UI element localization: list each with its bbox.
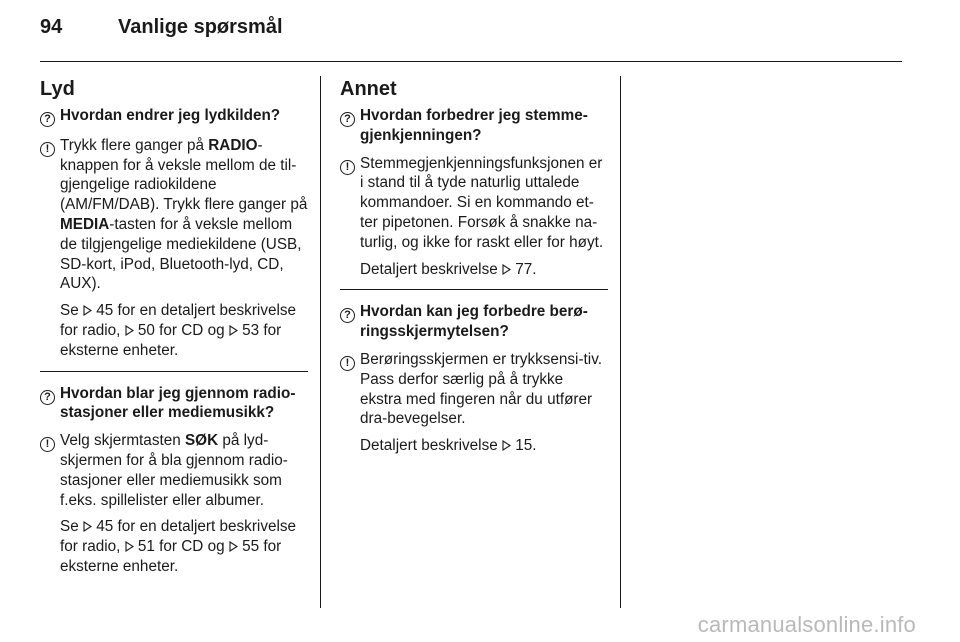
question-item xyxy=(40,106,308,128)
page-ref-link[interactable]: 15 xyxy=(515,437,533,455)
page-ref-link[interactable]: 51 xyxy=(137,538,155,556)
page-reference-icon xyxy=(502,440,511,451)
answer-icon: ! xyxy=(40,433,60,453)
page-ref-link[interactable]: 45 xyxy=(96,518,114,536)
question-icon: ? xyxy=(340,304,360,324)
key-radio: RADIO xyxy=(208,136,258,154)
block-separator xyxy=(340,289,608,290)
page-reference-icon xyxy=(229,541,238,552)
page-reference-icon xyxy=(83,305,92,316)
question-text: Hvordan forbedrer jeg stemme-gjenkjenningen? xyxy=(360,107,588,144)
page-header xyxy=(40,16,283,46)
section-title-annet: Annet xyxy=(340,78,397,100)
answer-text: Stemmegjenkjenningsfunksjonen er i stand til å tyde naturlig uttalede kommandoer. Si en kommando et-ter pipetonen. Forsøk å snakke na-turlig, og ikke for raskt eller for høyt. xyxy=(360,154,604,251)
page-ref-link[interactable]: 53 xyxy=(242,321,260,339)
question-icon: ? xyxy=(40,386,60,406)
page-ref-link[interactable]: 77 xyxy=(515,260,533,278)
page-reference-icon xyxy=(125,541,134,552)
page-reference-icon xyxy=(83,521,92,532)
answer-text: Berøringsskjermen er trykksensi-tiv. Pass derfor særlig på å trykke ekstra med fingeren når du utfører dra-bevegelser. xyxy=(360,350,602,428)
column-annet xyxy=(340,78,608,456)
question-icon: ? xyxy=(340,108,360,128)
page-ref-link[interactable]: 50 xyxy=(137,321,155,339)
block-separator xyxy=(40,371,308,372)
question-icon: ? xyxy=(40,108,60,128)
page-reference-icon xyxy=(502,264,511,275)
column-lyd xyxy=(40,78,308,577)
watermark-text: carmanualsonline.info xyxy=(697,612,916,637)
key-sok: SØK xyxy=(184,432,219,450)
page-reference-icon xyxy=(125,325,134,336)
answer-item xyxy=(340,154,608,253)
answer-item xyxy=(40,431,308,510)
page-title: Vanlige spørsmål xyxy=(118,16,283,38)
section-title-lyd: Lyd xyxy=(40,78,75,100)
page-ref-link[interactable]: 45 xyxy=(96,302,114,320)
answer-text: Velg skjermtasten SØK på lyd-skjermen for å bla gjennom radio-stasjoner eller mediemusikk som f.eks. spillelister eller albumer. xyxy=(60,432,288,509)
answer-icon: ! xyxy=(340,156,360,176)
question-text: Hvordan blar jeg gjennom radio-stasjoner eller mediemusikk? xyxy=(60,384,296,422)
question-text: Hvordan endrer jeg lydkilden? xyxy=(60,107,281,124)
question-text: Hvordan kan jeg forbedre berø-ringsskjermytelsen? xyxy=(360,303,588,341)
page-number: 94 xyxy=(40,16,63,38)
answer-icon: ! xyxy=(40,138,60,158)
question-item xyxy=(340,106,608,146)
reference-note: Se 45 for en detaljert beskrivelse for radio, 50 for CD og 53 for eksterne enheter. xyxy=(60,302,297,359)
reference-note: Detaljert beskrivelse 77. xyxy=(360,260,537,278)
answer-text: Trykk flere ganger på RADIO-knappen for å veksle mellom de til-gjengelige radiokildene (AM/FM/DAB). Trykk flere ganger på MEDIA-tasten for å veksle mellom de tilgjengelige mediekildene (USB, SD-kort, iPod, Bluetooth-lyd, CD, AUX). xyxy=(60,136,308,293)
reference-note: Detaljert beskrivelse 15. xyxy=(360,437,537,455)
answer-item xyxy=(340,350,608,429)
reference-note: Se 45 for en detaljert beskrivelse for radio, 51 for CD og 55 for eksterne enheter. xyxy=(60,518,297,575)
column-divider-left xyxy=(320,76,321,608)
answer-icon: ! xyxy=(340,352,360,372)
question-item xyxy=(340,302,608,342)
column-divider-right xyxy=(620,76,621,608)
page-ref-link[interactable]: 55 xyxy=(242,538,260,556)
page-reference-icon xyxy=(229,325,238,336)
answer-item xyxy=(40,136,308,294)
header-rule xyxy=(40,61,902,62)
question-item xyxy=(40,384,308,424)
key-media: MEDIA xyxy=(60,215,110,233)
